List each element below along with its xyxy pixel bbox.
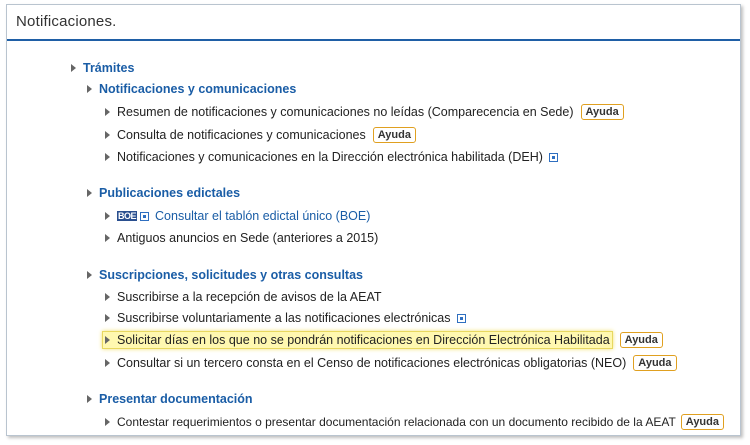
external-link-icon — [457, 314, 466, 323]
ayuda-button[interactable]: Ayuda — [581, 104, 624, 120]
list-item[interactable] — [105, 355, 677, 371]
bullet-arrow-icon — [105, 314, 110, 322]
bullet-arrow-icon — [105, 336, 110, 344]
expand-arrow-icon — [71, 64, 76, 72]
expand-arrow-icon — [87, 271, 92, 279]
ayuda-button[interactable]: Ayuda — [681, 414, 724, 430]
bullet-arrow-icon — [105, 131, 110, 139]
bullet-arrow-icon — [105, 108, 110, 116]
ayuda-button[interactable]: Ayuda — [620, 332, 663, 348]
notificaciones-panel — [6, 4, 741, 436]
list-item[interactable] — [105, 209, 370, 223]
item-label[interactable]: Antiguos anuncios en Sede (anteriores a 2015) — [117, 231, 379, 245]
bullet-arrow-icon — [105, 234, 110, 242]
tree-root-tramites[interactable] — [71, 61, 134, 75]
item-link[interactable]: Consultar el tablón edictal único (BOE) — [155, 209, 371, 223]
item-label[interactable]: Consultar si un tercero consta en el Censo de notificaciones electrónicas obligatorias (NEO) — [117, 356, 627, 370]
bullet-arrow-icon — [105, 153, 110, 161]
list-item-highlighted[interactable] — [102, 331, 663, 349]
hover-highlight[interactable] — [102, 331, 613, 349]
section-notificaciones[interactable] — [87, 82, 296, 96]
expand-arrow-icon — [87, 395, 92, 403]
bullet-arrow-icon — [105, 418, 110, 426]
item-label[interactable]: Contestar requerimientos o presentar documentación relacionada con un documento recibido de la AEAT — [117, 415, 676, 429]
item-label[interactable]: Suscribirse voluntariamente a las notificaciones electrónicas — [117, 311, 451, 325]
section-label: Notificaciones y comunicaciones — [99, 82, 297, 96]
expand-arrow-icon — [87, 189, 92, 197]
section-presentar-documentacion[interactable] — [87, 392, 253, 406]
list-item[interactable] — [105, 311, 466, 325]
bullet-arrow-icon — [105, 359, 110, 367]
item-label[interactable]: Resumen de notificaciones y comunicaciones no leídas (Comparecencia en Sede) — [117, 105, 574, 119]
section-label: Presentar documentación — [99, 392, 253, 406]
external-link-icon — [140, 212, 149, 221]
bullet-arrow-icon — [105, 212, 110, 220]
ayuda-button[interactable]: Ayuda — [373, 127, 416, 143]
external-link-icon — [549, 153, 558, 162]
list-item[interactable] — [105, 290, 381, 304]
item-label[interactable]: Solicitar días en los que no se pondrán notificaciones en Dirección Electrónica Habilitada — [117, 333, 610, 347]
list-item[interactable] — [105, 150, 558, 164]
item-label[interactable]: Consulta de notificaciones y comunicaciones — [117, 128, 366, 142]
tree-root-label: Trámites — [83, 61, 135, 75]
page-title: Notificaciones. — [16, 13, 117, 30]
list-item[interactable] — [105, 127, 416, 143]
boe-logo-icon: BOE — [118, 211, 137, 221]
section-label: Suscripciones, solicitudes y otras consultas — [99, 268, 363, 282]
ayuda-button[interactable]: Ayuda — [633, 355, 676, 371]
section-suscripciones[interactable] — [87, 268, 363, 282]
tramites-tree — [7, 5, 740, 435]
bullet-arrow-icon — [105, 293, 110, 301]
list-item[interactable] — [105, 414, 724, 430]
expand-arrow-icon — [87, 85, 92, 93]
item-label[interactable]: Suscribirse a la recepción de avisos de la AEAT — [117, 290, 382, 304]
item-label[interactable]: Notificaciones y comunicaciones en la Dirección electrónica habilitada (DEH) — [117, 150, 543, 164]
list-item[interactable] — [105, 104, 624, 120]
section-publicaciones-edictales[interactable] — [87, 186, 240, 200]
section-label: Publicaciones edictales — [99, 186, 241, 200]
list-item[interactable] — [105, 231, 378, 245]
